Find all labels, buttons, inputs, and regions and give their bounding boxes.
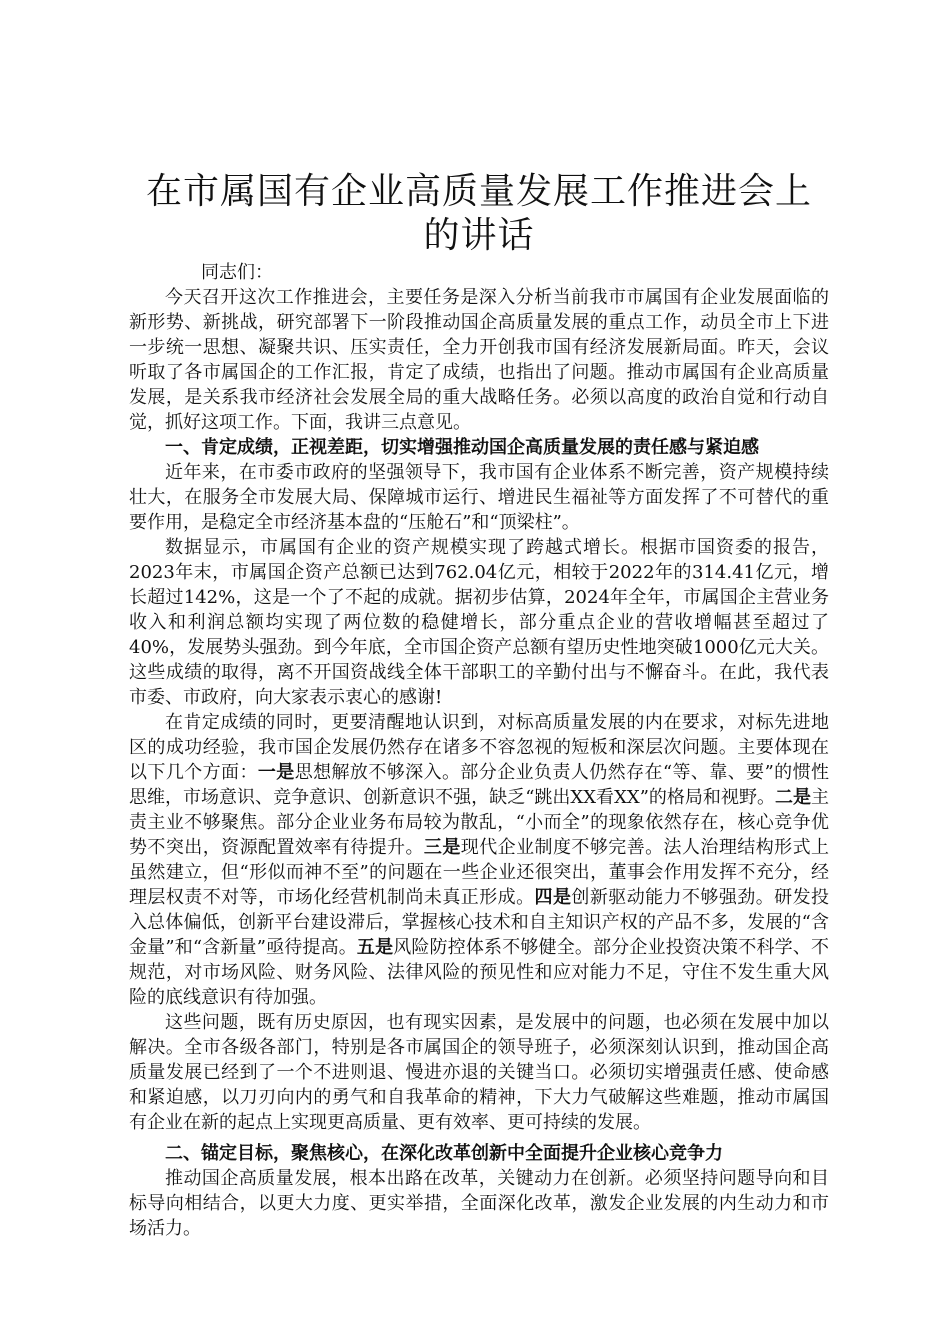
problem-marker-2: 二是 xyxy=(774,787,812,808)
document-content xyxy=(129,170,829,1241)
paragraph-achievements: 近年来，在市委市政府的坚强领导下，我市国有企业体系不断完善，资产规模持续壮大，在服务全市发展大局、保障城市运行、增进民生福祉等方面发挥了不可替代的重要作用，是稳定全市经济基本盘的“压舱石”和“顶梁柱”。 xyxy=(129,462,829,533)
problem-text-5: 风险防控体系不够健全。部分企业投资决策不科学、不规范，对市场风险、财务风险、法律风险的预见性和应对能力不足，守住不发生重大风险的底线意识有待加强。 xyxy=(129,937,830,1008)
document-title: 在市属国有企业高质量发展工作推进会上的讲话 xyxy=(145,171,812,256)
paragraph-reform: 推动国企高质量发展，根本出路在改革，关键动力在创新。必须坚持问题导向和目标导向相结合，以更大力度、更实举措，全面深化改革，激发企业发展的内生动力和市场活力。 xyxy=(129,1168,829,1239)
problem-marker-5: 五是 xyxy=(356,937,394,958)
problem-marker-4: 四是 xyxy=(534,887,572,908)
problem-marker-3: 三是 xyxy=(423,837,461,858)
problem-marker-1: 一是 xyxy=(257,762,295,783)
section-heading-2: 二、锚定目标，聚焦核心，在深化改革创新中全面提升企业核心竞争力 xyxy=(165,1143,723,1164)
salutation-text: 同志们： xyxy=(201,262,273,283)
paragraph-problems xyxy=(129,710,829,1010)
problem-text-1: 思想解放不够深入。部分企业负责人仍然存在“等、靠、要”的惯性思维，市场意识、竞争意识、创新意识不强，缺乏“跳出XX看XX”的格局和视野。 xyxy=(129,762,830,808)
salutation xyxy=(129,260,829,285)
problem-text-3: 现代企业制度不够完善。法人治理结构形式上虽然建立，但“形似而神不至”的问题在一些企业还很突出，董事会作用发挥不充分，经理层权责不对等，市场化经营机制尚未真正形成。 xyxy=(129,837,830,908)
problem-text-2: 主责主业不够聚焦。部分企业业务布局较为散乱，“小而全”的现象依然存在，核心竞争优势不突出，资源配置效率有待提升。 xyxy=(129,787,830,858)
paragraph-data: 数据显示，市属国有企业的资产规模实现了跨越式增长。根据市国资委的报告，2023年末，市属国企资产总额已达到762.04亿元，相较于2022年的314.41亿元，增长超过142%，这是一个了不起的成就。据初步估算，2024年全年，市属国企主营业务收入和利润总额均实现了两位数的稳健增长，部分重点企业的营收增幅甚至超过了40%，发展势头强劲。到今年底，全市国企资产总额有望历史性地突破1000亿元大关。这些成绩的取得，离不开国资战线全体干部职工的辛勤付出与不懈奋斗。在此，我代表市委、市政府，向大家表示衷心的感谢! xyxy=(129,537,829,708)
document-body xyxy=(129,260,829,1241)
problems-intro: 在肯定成绩的同时，更要清醒地认识到，对标高质量发展的内在要求，对标先进地区的成功经验，我市国企发展仍然存在诸多不容忽视的短板和深层次问题。主要体现在以下几个方面： xyxy=(129,712,829,783)
paragraph-urgency: 这些问题，既有历史原因，也有现实因素，是发展中的问题，也必须在发展中加以解决。全市各级各部门，特别是各市属国企的领导班子，必须深刻认识到，推动国企高质量发展已经到了一个不进则退、慢进亦退的关键当口。必须切实增强责任感、使命感和紧迫感，以刀刃向内的勇气和自我革命的精神，下大力气破解这些难题，推动市属国有企业在新的起点上实现更高质量、更有效率、更可持续的发展。 xyxy=(129,1012,829,1133)
problem-text-4: 创新驱动能力不够强劲。研发投入总体偏低，创新平台建设滞后，掌握核心技术和自主知识产权的产品不多，发展的“含金量”和“含新量”亟待提高。 xyxy=(129,887,830,958)
section-heading-1: 一、肯定成绩，正视差距，切实增强推动国企高质量发展的责任感与紧迫感 xyxy=(165,437,759,458)
paragraph-opening: 今天召开这次工作推进会，主要任务是深入分析当前我市市属国有企业发展面临的新形势、新挑战，研究部署下一阶段推动国企高质量发展的重点工作，动员全市上下进一步统一思想、凝聚共识、压实责任，全力开创我市国有经济发展新局面。昨天，会议听取了各市属国企的工作汇报，肯定了成绩，也指出了问题。推动市属国有企业高质量发展，是关系我市经济社会发展全局的重大战略任务。必须以高度的政治自觉和行动自觉，抓好这项工作。下面，我讲三点意见。 xyxy=(129,287,829,433)
